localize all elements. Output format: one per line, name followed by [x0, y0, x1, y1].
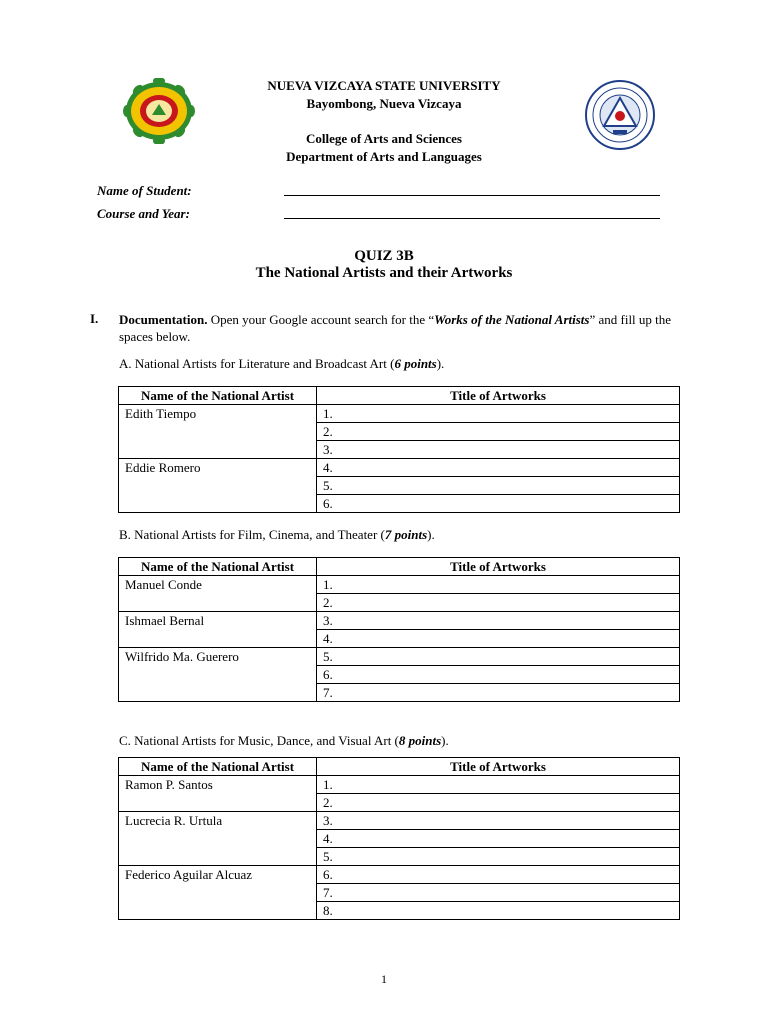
college-name: College of Arts and Sciences [306, 131, 462, 146]
part-a-text-end: ). [436, 356, 445, 371]
table-row [119, 812, 680, 830]
student-name-field[interactable] [284, 195, 660, 196]
table-row [119, 648, 680, 666]
table-row [119, 405, 680, 423]
part-c-label [119, 733, 449, 749]
artist-name: Federico Aguilar Alcuaz [119, 866, 317, 920]
table-row [119, 576, 680, 594]
table-row [119, 866, 680, 884]
university-name: NUEVA VIZCAYA STATE UNIVERSITY [267, 78, 501, 93]
artwork-entry[interactable]: 4. [317, 459, 680, 477]
part-b-points: 7 points [384, 527, 428, 542]
artist-name: Manuel Conde [119, 576, 317, 612]
part-a-label [119, 356, 444, 372]
artist-name: Edith Tiempo [119, 405, 317, 459]
part-b-table [118, 557, 680, 702]
course-year-field[interactable] [284, 218, 660, 219]
artist-name: Eddie Romero [119, 459, 317, 513]
artwork-entry[interactable]: 6. [317, 495, 680, 513]
section-number: I. [90, 311, 99, 326]
artwork-entry[interactable]: 8. [317, 902, 680, 920]
artwork-entry[interactable]: 5. [317, 848, 680, 866]
artist-name: Wilfrido Ma. Guerero [119, 648, 317, 702]
part-b-text-end: ). [427, 527, 435, 542]
artwork-entry[interactable]: 7. [317, 884, 680, 902]
table-row [119, 776, 680, 794]
column-header-artworks: Title of Artworks [317, 758, 680, 776]
table-header-row [119, 387, 680, 405]
artwork-entry[interactable]: 6. [317, 866, 680, 884]
column-header-name: Name of the National Artist [119, 387, 317, 405]
part-b-text: B. National Artists for Film, Cinema, and Theater ( [119, 527, 385, 542]
part-b-label [119, 527, 435, 543]
table-row [119, 459, 680, 477]
column-header-name: Name of the National Artist [119, 758, 317, 776]
artwork-entry[interactable]: 1. [317, 776, 680, 794]
part-a-text: A. National Artists for Literature and Broadcast Art ( [119, 356, 395, 371]
artwork-entry[interactable]: 5. [317, 477, 680, 495]
table-header-row [119, 758, 680, 776]
artwork-entry[interactable]: 2. [317, 423, 680, 441]
table-row [119, 612, 680, 630]
artwork-entry[interactable]: 1. [317, 576, 680, 594]
part-c-text: C. National Artists for Music, Dance, and Visual Art ( [119, 733, 399, 748]
artwork-entry[interactable]: 1. [317, 405, 680, 423]
artwork-entry[interactable]: 6. [317, 666, 680, 684]
part-a-points: 6 points [394, 356, 437, 371]
artwork-entry[interactable]: 3. [317, 612, 680, 630]
student-name-label: Name of Student: [97, 183, 192, 198]
part-a-table [118, 386, 680, 513]
part-c-points: 8 points [398, 733, 442, 748]
department-name: Department of Arts and Languages [286, 149, 482, 164]
instruction-text-post: ” and fill up the spaces below. [119, 312, 672, 344]
artwork-entry[interactable]: 3. [317, 441, 680, 459]
artwork-entry[interactable]: 4. [317, 830, 680, 848]
instruction-emphasis: Works of the National Artists [434, 312, 590, 327]
artwork-entry[interactable]: 2. [317, 594, 680, 612]
artist-name: Lucrecia R. Urtula [119, 812, 317, 866]
course-year-label: Course and Year: [97, 206, 190, 221]
page-number: 1 [381, 972, 387, 986]
instruction-text-pre: Open your Google account search for the “ [207, 312, 435, 327]
artwork-entry[interactable]: 2. [317, 794, 680, 812]
section-heading: Documentation. [119, 312, 208, 327]
quiz-title: QUIZ 3B [354, 248, 414, 264]
artwork-entry[interactable]: 5. [317, 648, 680, 666]
column-header-name: Name of the National Artist [119, 558, 317, 576]
part-c-text-end: ). [441, 733, 449, 748]
artist-name: Ishmael Bernal [119, 612, 317, 648]
column-header-artworks: Title of Artworks [317, 387, 680, 405]
university-location: Bayombong, Nueva Vizcaya [306, 96, 462, 111]
section-instruction [119, 311, 689, 345]
artwork-entry[interactable]: 4. [317, 630, 680, 648]
column-header-artworks: Title of Artworks [317, 558, 680, 576]
table-header-row [119, 558, 680, 576]
part-c-table [118, 757, 680, 920]
quiz-subtitle: The National Artists and their Artworks [255, 265, 513, 281]
artwork-entry[interactable]: 7. [317, 684, 680, 702]
artist-name: Ramon P. Santos [119, 776, 317, 812]
artwork-entry[interactable]: 3. [317, 812, 680, 830]
